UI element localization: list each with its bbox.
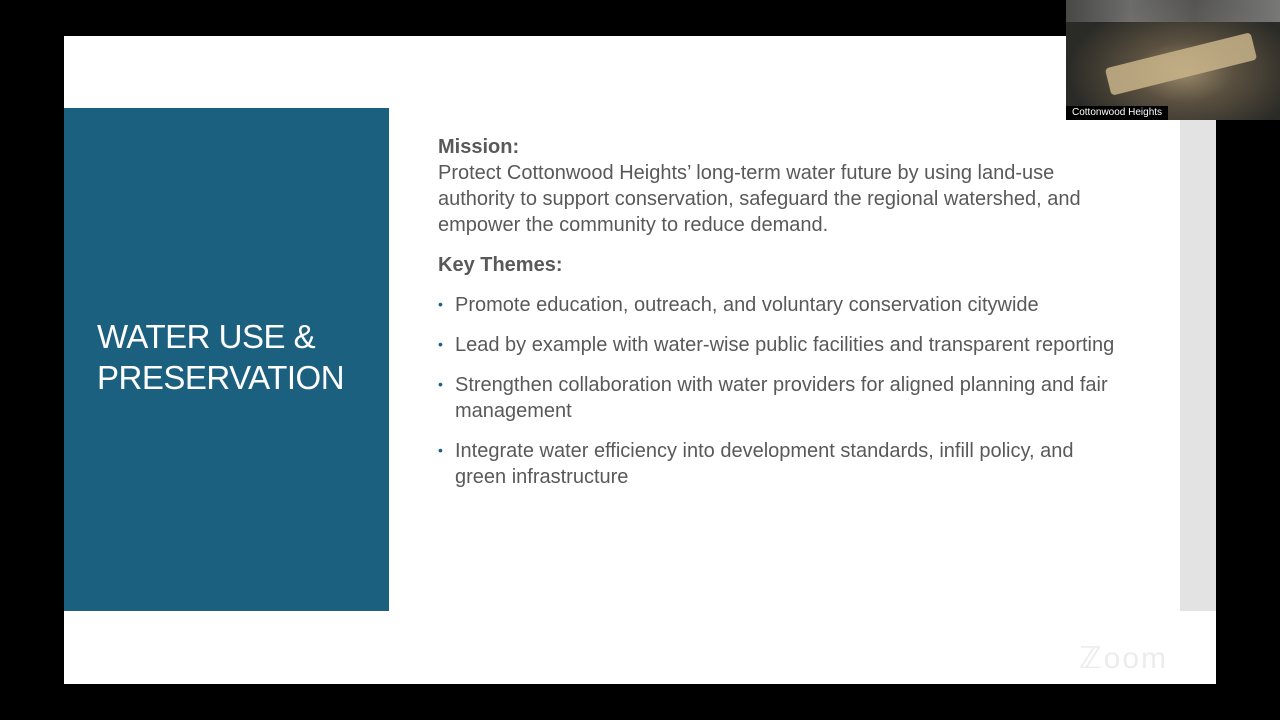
presentation-slide [64,36,1216,684]
zoom-watermark-icon: ℤoom [1079,642,1168,675]
list-item: • Strengthen collaboration with water providers for aligned planning and fair management [438,372,1118,424]
list-item: • Lead by example with water-wise public facilities and transparent reporting [438,332,1118,358]
title-panel [64,108,389,611]
participant-video-thumbnail[interactable] [1066,0,1280,120]
bullet-icon: • [438,296,443,312]
themes-heading: Key Themes: [438,254,563,276]
video-background [1066,0,1280,22]
list-item: • Promote education, outreach, and voluntary conservation citywide [438,292,1118,318]
slide-side-bar [1180,108,1216,611]
meeting-table [1105,32,1257,95]
mission-heading: Mission: [438,136,520,158]
participant-name-label: Cottonwood Heights [1066,106,1168,120]
list-item: • Integrate water efficiency into development standards, infill policy, and green infrastructure [438,438,1118,490]
bullet-icon: • [438,376,443,392]
mission-text: Protect Cottonwood Heights’ long-term water future by using land-use authority to support conservation, safeguard the regional watershed, and empower the community to reduce demand. [438,162,1081,236]
themes-list [438,292,1118,490]
slide-title: WATER USE & PRESERVATION [97,318,345,396]
bullet-icon: • [438,442,443,458]
bullet-icon: • [438,336,443,352]
slide-content [438,134,1118,504]
